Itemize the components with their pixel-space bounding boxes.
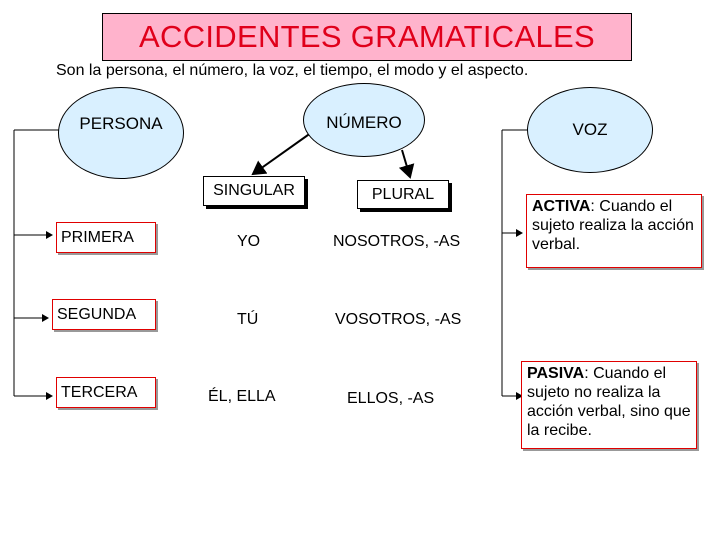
singular-label: SINGULAR	[213, 182, 295, 199]
voz-node	[527, 87, 653, 173]
person-label: TERCERA	[61, 383, 138, 401]
person-box-primera	[56, 222, 156, 253]
numero-node	[303, 83, 425, 157]
person-label: PRIMERA	[61, 228, 134, 246]
person-label: SEGUNDA	[57, 305, 137, 323]
plural-label: PLURAL	[371, 185, 435, 203]
persona-label: PERSONA	[79, 114, 163, 133]
arrow-singular	[253, 130, 315, 174]
singular-form: ÉL, ELLA	[208, 388, 276, 405]
persona-node	[58, 87, 184, 179]
plural-form: ELLOS, -AS	[347, 390, 435, 407]
activa-term: ACTIVA	[532, 198, 591, 215]
pasiva-text: : Cuando el sujeto no realiza la acción verbal, sino que la recibe.	[527, 365, 691, 439]
page-title: ACCIDENTES GRAMATICALES	[139, 19, 595, 54]
plural-form: VOSOTROS, -AS	[335, 311, 462, 328]
plural-box	[357, 180, 449, 209]
pasiva-term: PASIVA	[527, 365, 585, 382]
singular-form: TÚ	[237, 311, 259, 328]
person-box-tercera	[56, 377, 156, 408]
person-box-segunda	[52, 299, 156, 330]
activa-definition	[526, 194, 702, 268]
singular-form: YO	[237, 233, 261, 250]
voz-label: VOZ	[572, 120, 608, 139]
numero-label: NÚMERO	[326, 113, 402, 132]
activa-text: : Cuando el sujeto realiza la acción verbal.	[532, 198, 694, 253]
singular-box	[203, 176, 305, 206]
subtitle: Son la persona, el número, la voz, el tiempo, el modo y el aspecto.	[56, 62, 529, 79]
arrow-plural	[402, 150, 410, 177]
plural-form: NOSOTROS, -AS	[333, 233, 461, 250]
pasiva-definition	[521, 361, 697, 449]
title-box	[102, 13, 632, 61]
